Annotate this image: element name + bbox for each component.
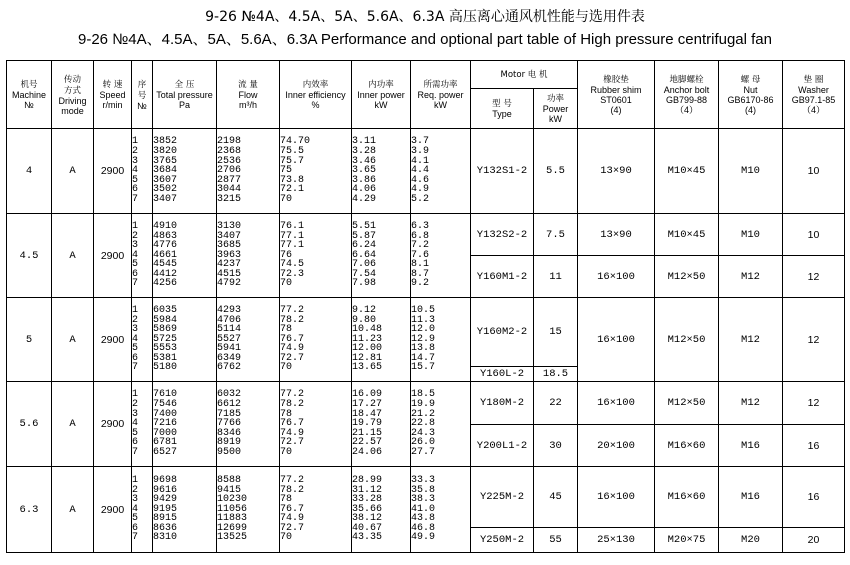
inner-power-cell: 3.11 3.28 3.46 3.65 3.86 4.06 4.29 <box>352 129 411 214</box>
performance-table <box>6 60 845 553</box>
rubber-shim-cell: 16×100 <box>578 298 655 382</box>
flow-cell: 8588 9415 10230 11056 11883 12699 13525 <box>217 467 280 553</box>
pressure-cell: 7610 7546 7400 7216 7000 6781 6527 <box>153 382 217 467</box>
header-flow: 流 量 Flow m³/h <box>217 61 280 129</box>
motor-type-cell: Y160L-2 <box>471 367 534 382</box>
washer-cell: 10 <box>783 129 845 214</box>
motor-type-cell: Y200L1-2 <box>471 425 534 467</box>
driving-cell: A <box>52 214 94 298</box>
machine-cell: 4 <box>7 129 52 214</box>
anchor-bolt-cell: M16×60 <box>655 425 719 467</box>
motor-type-cell: Y225M-2 <box>471 467 534 528</box>
washer-cell: 12 <box>783 382 845 425</box>
efficiency-cell: 76.1 77.1 77.1 76 74.5 72.3 70 <box>280 214 352 298</box>
motor-power-cell: 30 <box>534 425 578 467</box>
machine-cell: 6.3 <box>7 467 52 553</box>
rubber-shim-cell: 16×100 <box>578 382 655 425</box>
rubber-shim-cell: 25×130 <box>578 528 655 553</box>
table-row <box>7 214 845 256</box>
washer-cell: 10 <box>783 214 845 256</box>
req-power-cell: 6.3 6.8 7.2 7.6 8.1 8.7 9.2 <box>411 214 471 298</box>
motor-power-cell: 7.5 <box>534 214 578 256</box>
flow-cell: 4293 4706 5114 5527 5941 6349 6762 <box>217 298 280 382</box>
flow-cell: 2198 2368 2536 2706 2877 3044 3215 <box>217 129 280 214</box>
header-anchor-bolt: 地脚螺栓 Anchor bolt GB799-88 （4） <box>655 61 719 129</box>
seq-cell: 1 2 3 4 5 6 7 <box>132 382 153 467</box>
req-power-cell: 3.7 3.9 4.1 4.4 4.6 4.9 5.2 <box>411 129 471 214</box>
header-washer: 垫 圈 Washer GB97.1-85 （4） <box>783 61 845 129</box>
motor-power-cell: 55 <box>534 528 578 553</box>
header-motor-type: 型 号 Type <box>471 89 534 129</box>
driving-cell: A <box>52 382 94 467</box>
pressure-cell: 3852 3820 3765 3684 3607 3502 3407 <box>153 129 217 214</box>
seq-cell: 1 2 3 4 5 6 7 <box>132 129 153 214</box>
req-power-cell: 18.5 19.9 21.2 22.8 24.3 26.0 27.7 <box>411 382 471 467</box>
efficiency-cell: 77.2 78.2 78 76.7 74.9 72.7 70 <box>280 298 352 382</box>
efficiency-cell: 77.2 78.2 78 76.7 74.9 72.7 70 <box>280 467 352 553</box>
header-req-power: 所需功率 Req. power kW <box>411 61 471 129</box>
header-inner-efficiency: 内效率 Inner efficiency % <box>280 61 352 129</box>
motor-power-cell: 18.5 <box>534 367 578 382</box>
machine-cell: 5 <box>7 298 52 382</box>
table-row <box>7 129 845 214</box>
washer-cell: 16 <box>783 425 845 467</box>
driving-cell: A <box>52 467 94 553</box>
nut-cell: M12 <box>719 298 783 382</box>
seq-cell: 1 2 3 4 5 6 7 <box>132 467 153 553</box>
anchor-bolt-cell: M12×50 <box>655 256 719 298</box>
header-motor: Motor 电 机 <box>471 61 578 89</box>
req-power-cell: 10.5 11.3 12.0 12.9 13.8 14.7 15.7 <box>411 298 471 382</box>
rubber-shim-cell: 16×100 <box>578 467 655 528</box>
washer-cell: 12 <box>783 298 845 382</box>
table-title-chinese: 9-26 №4A、4.5A、5A、5.6A、6.3A 高压离心通风机性能与选用件表 <box>205 9 645 25</box>
rubber-shim-cell: 16×100 <box>578 256 655 298</box>
rubber-shim-cell: 13×90 <box>578 129 655 214</box>
flow-cell: 3130 3407 3685 3963 4237 4515 4792 <box>217 214 280 298</box>
anchor-bolt-cell: M12×50 <box>655 298 719 382</box>
machine-cell: 4.5 <box>7 214 52 298</box>
motor-power-cell: 22 <box>534 382 578 425</box>
req-power-cell: 33.3 35.8 38.3 41.0 43.8 46.8 49.9 <box>411 467 471 553</box>
washer-cell: 20 <box>783 528 845 553</box>
nut-cell: M20 <box>719 528 783 553</box>
header-rubber-shim: 橡胶垫 Rubber shim ST0601 (4) <box>578 61 655 129</box>
speed-cell: 2900 <box>94 129 132 214</box>
header-motor-power: 功率 Power kW <box>534 89 578 129</box>
motor-type-cell: Y160M2-2 <box>471 298 534 367</box>
header-seq: 序 号 № <box>132 61 153 129</box>
inner-power-cell: 5.51 5.87 6.24 6.64 7.06 7.54 7.98 <box>352 214 411 298</box>
washer-cell: 12 <box>783 256 845 298</box>
table-row <box>7 467 845 528</box>
inner-power-cell: 9.12 9.80 10.48 11.23 12.00 12.81 13.65 <box>352 298 411 382</box>
table-title-english: 9-26 №4A、4.5A、5A、5.6A、6.3A Performance and optional part table of High pressure centrifugal fan <box>78 31 772 48</box>
inner-power-cell: 28.99 31.12 33.28 35.66 38.12 40.67 43.35 <box>352 467 411 553</box>
nut-cell: M10 <box>719 129 783 214</box>
table-row <box>7 298 845 367</box>
header-speed: 转 速 Speed r/min <box>94 61 132 129</box>
rubber-shim-cell: 13×90 <box>578 214 655 256</box>
anchor-bolt-cell: M20×75 <box>655 528 719 553</box>
pressure-cell: 9698 9616 9429 9195 8915 8636 8310 <box>153 467 217 553</box>
efficiency-cell: 77.2 78.2 78 76.7 74.9 72.7 70 <box>280 382 352 467</box>
efficiency-cell: 74.70 75.5 75.7 75 73.8 72.1 70 <box>280 129 352 214</box>
speed-cell: 2900 <box>94 382 132 467</box>
motor-power-cell: 45 <box>534 467 578 528</box>
motor-power-cell: 11 <box>534 256 578 298</box>
nut-cell: M16 <box>719 467 783 528</box>
header-inner-power: 内功率 Inner power kW <box>352 61 411 129</box>
header-driving-mode: 传动 方式 Driving mode <box>52 61 94 129</box>
driving-cell: A <box>52 298 94 382</box>
motor-type-cell: Y132S1-2 <box>471 129 534 214</box>
header-machine: 机号 Machine № <box>7 61 52 129</box>
pressure-cell: 4910 4863 4776 4661 4545 4412 4256 <box>153 214 217 298</box>
speed-cell: 2900 <box>94 298 132 382</box>
motor-type-cell: Y250M-2 <box>471 528 534 553</box>
motor-type-cell: Y132S2-2 <box>471 214 534 256</box>
anchor-bolt-cell: M16×60 <box>655 467 719 528</box>
motor-power-cell: 5.5 <box>534 129 578 214</box>
driving-cell: A <box>52 129 94 214</box>
speed-cell: 2900 <box>94 467 132 553</box>
motor-power-cell: 15 <box>534 298 578 367</box>
motor-type-cell: Y180M-2 <box>471 382 534 425</box>
pressure-cell: 6035 5984 5869 5725 5553 5381 5180 <box>153 298 217 382</box>
header-total-pressure: 全 压 Total pressure Pa <box>153 61 217 129</box>
speed-cell: 2900 <box>94 214 132 298</box>
nut-cell: M16 <box>719 425 783 467</box>
anchor-bolt-cell: M12×50 <box>655 382 719 425</box>
motor-type-cell: Y160M1-2 <box>471 256 534 298</box>
table-row <box>7 382 845 425</box>
nut-cell: M12 <box>719 256 783 298</box>
header-nut: 螺 母 Nut GB6170-86 (4) <box>719 61 783 129</box>
inner-power-cell: 16.09 17.27 18.47 19.79 21.15 22.57 24.06 <box>352 382 411 467</box>
anchor-bolt-cell: M10×45 <box>655 214 719 256</box>
nut-cell: M12 <box>719 382 783 425</box>
washer-cell: 16 <box>783 467 845 528</box>
nut-cell: M10 <box>719 214 783 256</box>
machine-cell: 5.6 <box>7 382 52 467</box>
rubber-shim-cell: 20×100 <box>578 425 655 467</box>
seq-cell: 1 2 3 4 5 6 7 <box>132 214 153 298</box>
flow-cell: 6032 6612 7185 7766 8346 8919 9500 <box>217 382 280 467</box>
anchor-bolt-cell: M10×45 <box>655 129 719 214</box>
seq-cell: 1 2 3 4 5 6 7 <box>132 298 153 382</box>
